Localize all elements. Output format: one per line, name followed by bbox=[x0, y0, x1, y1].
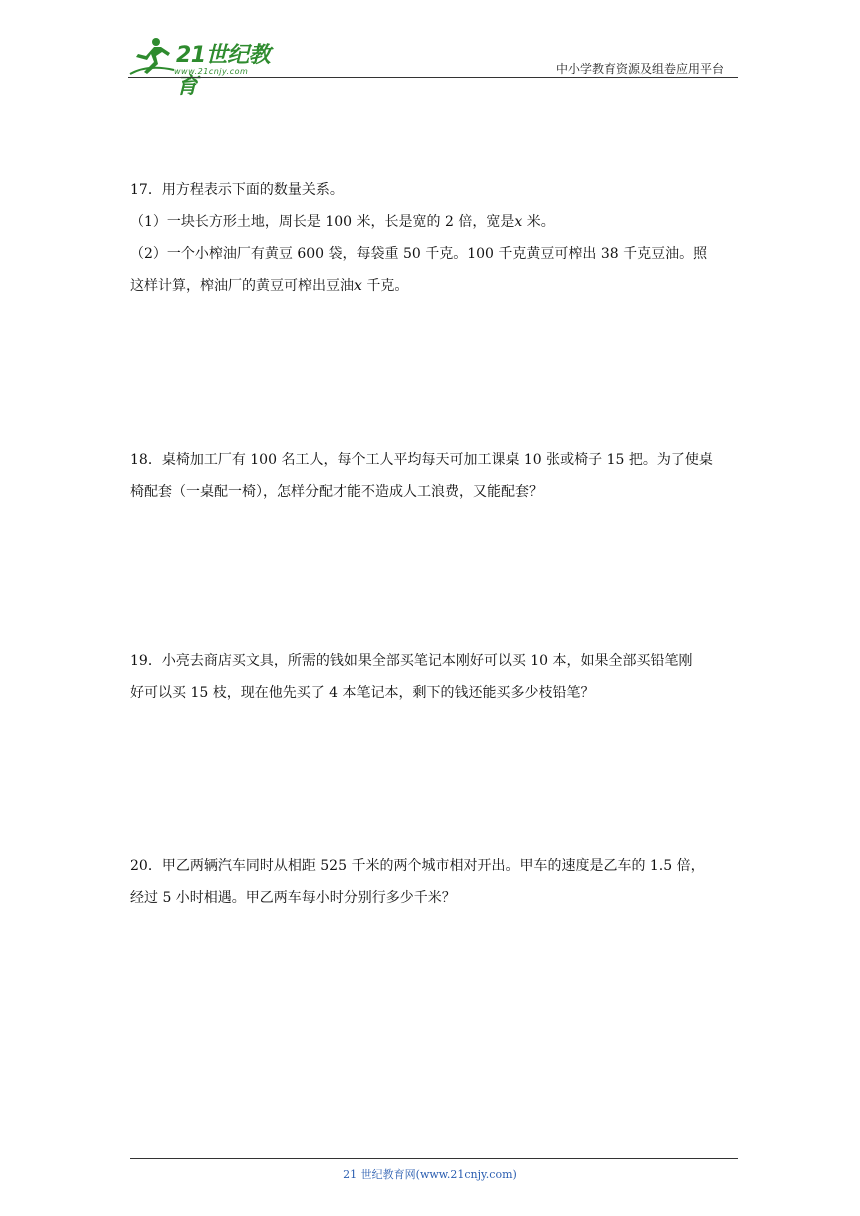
question-text: 甲乙两辆汽车同时从相距 525 千米的两个城市相对开出。甲车的速度是乙车的 1.5 倍， bbox=[161, 858, 705, 874]
question-number: 17． bbox=[130, 182, 162, 198]
logo bbox=[128, 34, 288, 99]
question-18 bbox=[130, 444, 730, 508]
page-header bbox=[128, 30, 738, 99]
question-text: （2）一个小榨油厂有黄豆 600 袋，每袋重 50 千克。100 千克黄豆可榨出 38 千克豆油。照 bbox=[130, 246, 708, 262]
question-17-part-2-cont bbox=[130, 270, 730, 302]
question-19 bbox=[130, 645, 730, 709]
question-17-part-1 bbox=[130, 206, 730, 238]
question-18-line-2 bbox=[130, 476, 730, 508]
question-text: 千克。 bbox=[361, 278, 409, 294]
question-text: （1）一块长方形土地，周长是 100 米，长是宽的 2 倍，宽是 bbox=[130, 214, 515, 230]
question-number: 19． bbox=[130, 653, 162, 669]
header-divider bbox=[128, 77, 738, 78]
question-text: 好可以买 15 枝，现在他先买了 4 本笔记本，剩下的钱还能买多少枝铅笔？ bbox=[130, 685, 595, 701]
variable-x: x bbox=[514, 214, 523, 230]
question-19-line-2 bbox=[130, 677, 730, 709]
question-17 bbox=[130, 174, 730, 302]
question-text: 椅配套（一桌配一椅），怎样分配才能不造成人工浪费，又能配套？ bbox=[130, 484, 543, 500]
question-18-line-1 bbox=[130, 444, 730, 476]
logo-url-text: www.21cnjy.com bbox=[174, 67, 249, 76]
question-text: 经过 5 小时相遇。甲乙两车每小时分别行多少千米？ bbox=[130, 890, 456, 906]
question-17-part-2 bbox=[130, 238, 730, 270]
runner-logo-icon bbox=[128, 34, 176, 78]
logo-text: 21世纪教育 bbox=[176, 43, 271, 99]
question-20-line-2 bbox=[130, 882, 730, 914]
question-text: 桌椅加工厂有 100 名工人，每个工人平均每天可加工课桌 10 张或椅子 15 把。为了使桌 bbox=[161, 452, 713, 468]
question-text: 小亮去商店买文具，所需的钱如果全部买笔记本刚好可以买 10 本，如果全部买铅笔刚 bbox=[161, 653, 693, 669]
footer-text: 21 世纪教育网(www.21cnjy.com) bbox=[343, 1168, 517, 1181]
question-20-line-1 bbox=[130, 850, 730, 882]
question-17-line-1 bbox=[130, 174, 730, 206]
question-number: 18． bbox=[130, 452, 162, 468]
question-text: 米。 bbox=[522, 214, 555, 230]
variable-x: x bbox=[354, 278, 362, 294]
question-text: 用方程表示下面的数量关系。 bbox=[161, 182, 344, 198]
question-text: 这样计算，榨油厂的黄豆可榨出豆油 bbox=[130, 278, 354, 294]
header-tagline: 中小学教育资源及组卷应用平台 bbox=[555, 62, 724, 76]
question-19-line-1 bbox=[130, 645, 730, 677]
footer-divider bbox=[130, 1158, 738, 1159]
question-number: 20． bbox=[130, 858, 162, 874]
question-20 bbox=[130, 850, 730, 914]
